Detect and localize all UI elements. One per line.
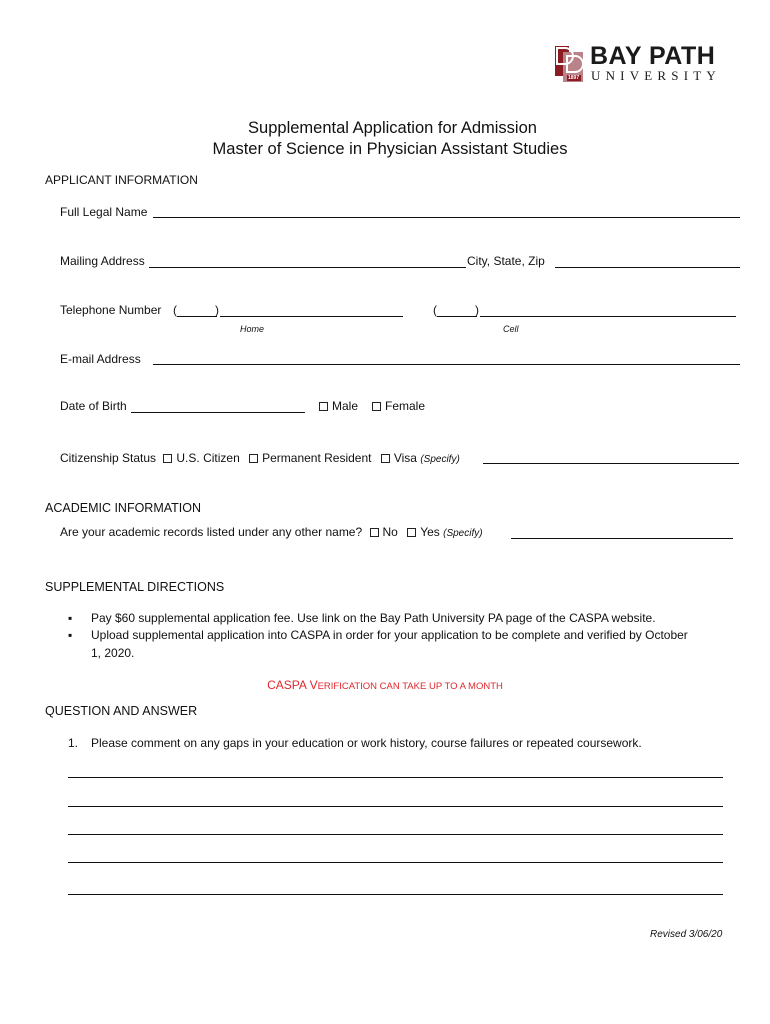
- cell-area-open: (: [433, 303, 437, 317]
- academic-heading: ACADEMIC INFORMATION: [45, 501, 202, 515]
- direction-item-1: Pay $60 supplemental application fee. Use link on the Bay Path University PA page of the CASPA website.: [91, 611, 656, 625]
- logo-year: 1897: [568, 75, 580, 81]
- q1-number: 1.: [68, 736, 79, 750]
- male-checkbox[interactable]: [319, 402, 328, 411]
- cell-phone-caption: Cell: [503, 324, 519, 334]
- full-name-field[interactable]: [153, 217, 740, 218]
- visa-checkbox[interactable]: [381, 454, 390, 463]
- applicant-heading: APPLICANT INFORMATION: [45, 173, 198, 187]
- answer-line-1[interactable]: [68, 777, 723, 778]
- cell-phone-field[interactable]: [480, 316, 736, 317]
- female-option[interactable]: [372, 399, 425, 413]
- cell-area-close: ): [475, 303, 479, 317]
- warning-first: CASPA V: [267, 678, 318, 692]
- university-logo: [553, 44, 728, 84]
- home-phone-caption: Home: [240, 324, 265, 334]
- permanent-resident-label: Permanent Resident: [262, 451, 372, 465]
- home-area-close: ): [215, 303, 219, 317]
- home-phone-field[interactable]: [220, 316, 403, 317]
- visa-specify-label: (Specify): [420, 454, 460, 465]
- dob-label: Date of Birth: [60, 399, 127, 413]
- academic-specify-label: (Specify): [443, 528, 483, 539]
- revised-date: Revised 3/06/20: [650, 929, 723, 940]
- academic-question: Are your academic records listed under any other name?: [60, 525, 363, 539]
- city-state-zip-label: City, State, Zip: [467, 254, 545, 268]
- telephone-label: Telephone Number: [60, 303, 162, 317]
- city-state-zip-field[interactable]: [555, 267, 740, 268]
- direction-item-2: Upload supplemental application into CASPA in order for your application to be complete and verified by October: [91, 628, 688, 642]
- female-checkbox[interactable]: [372, 402, 381, 411]
- male-label: Male: [332, 399, 359, 413]
- academic-yes-label: Yes: [420, 525, 440, 539]
- direction-bullet-1: ▪: [68, 611, 73, 625]
- logo-name-line2: UNIVERSITY: [591, 68, 721, 83]
- title-line2: Master of Science in Physician Assistant Studies: [212, 140, 568, 158]
- cell-area-code-field[interactable]: [437, 316, 477, 317]
- answer-line-3[interactable]: [68, 834, 723, 835]
- email-label: E-mail Address: [60, 352, 141, 366]
- academic-no-label: No: [382, 525, 398, 539]
- academic-yes-checkbox[interactable]: [407, 528, 416, 537]
- warning-rest: ERIFICATION CAN TAKE UP TO A MONTH: [317, 681, 503, 692]
- answer-line-5[interactable]: [68, 894, 723, 895]
- visa-label: Visa: [393, 451, 417, 465]
- full-name-label: Full Legal Name: [60, 205, 148, 219]
- visa-specify-field[interactable]: [483, 463, 739, 464]
- answer-line-4[interactable]: [68, 862, 723, 863]
- dob-field[interactable]: [131, 412, 305, 413]
- male-option[interactable]: [319, 399, 358, 413]
- us-citizen-checkbox[interactable]: [163, 454, 172, 463]
- answer-line-2[interactable]: [68, 806, 723, 807]
- female-label: Female: [385, 399, 426, 413]
- q1-text: Please comment on any gaps in your education or work history, course failures or repeated coursework.: [91, 736, 642, 750]
- citizenship-label: Citizenship Status: [60, 451, 157, 465]
- academic-specify-field[interactable]: [511, 538, 733, 539]
- mailing-address-field[interactable]: [149, 267, 466, 268]
- mailing-address-label: Mailing Address: [60, 254, 145, 268]
- logo-name-line1: BAY PATH: [590, 42, 716, 70]
- citizenship-row: [60, 451, 460, 465]
- home-area-open: (: [173, 303, 177, 317]
- direction-item-2-cont: 1, 2020.: [91, 646, 135, 660]
- title-line1: Supplemental Application for Admission: [248, 119, 537, 137]
- caspa-warning: [0, 676, 770, 694]
- email-field[interactable]: [153, 364, 740, 365]
- academic-row: [60, 525, 483, 539]
- home-area-code-field[interactable]: [177, 316, 217, 317]
- page-title: [0, 118, 770, 160]
- direction-bullet-2: ▪: [68, 628, 73, 642]
- us-citizen-label: U.S. Citizen: [176, 451, 240, 465]
- permanent-resident-checkbox[interactable]: [249, 454, 258, 463]
- directions-heading: SUPPLEMENTAL DIRECTIONS: [45, 580, 225, 594]
- qa-heading: QUESTION AND ANSWER: [45, 704, 198, 718]
- academic-no-checkbox[interactable]: [370, 528, 379, 537]
